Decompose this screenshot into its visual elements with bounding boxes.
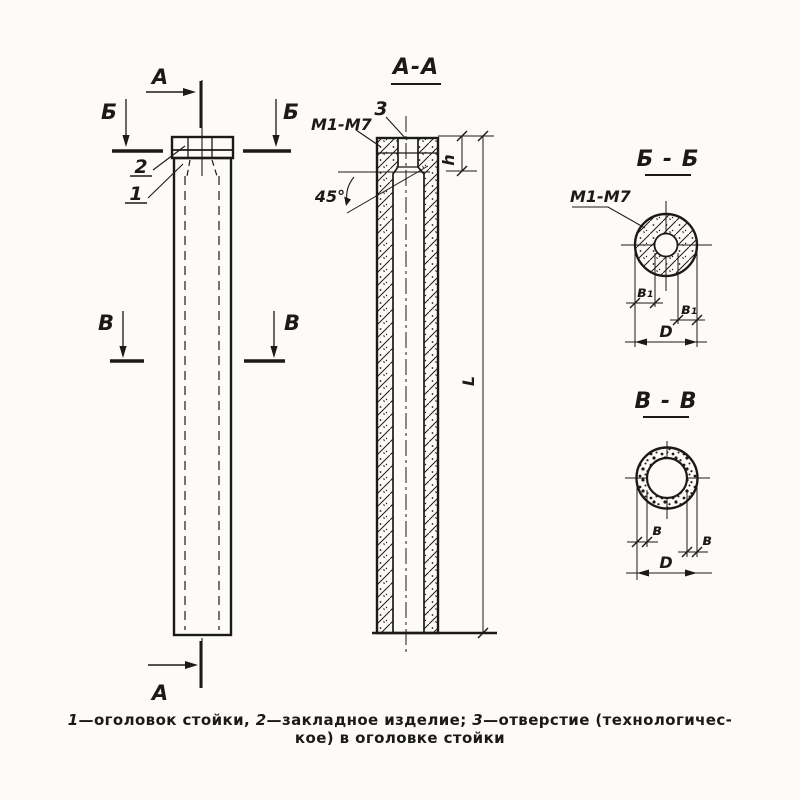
dim-b1-right bbox=[670, 300, 705, 325]
embed-label-aa-text: М1-М7 bbox=[311, 115, 372, 134]
marker-v-right-label: В bbox=[283, 311, 301, 335]
dim-d-bb-label: D bbox=[659, 322, 673, 341]
dim-b1-left bbox=[626, 283, 663, 308]
caption-item2-number: 2 bbox=[255, 711, 267, 729]
section-vv bbox=[625, 389, 712, 580]
caption-item3-text: —отверстие (технологичес- bbox=[483, 711, 733, 729]
dim-h-label: h bbox=[439, 154, 458, 166]
front-view bbox=[98, 65, 300, 705]
dim-d-vv-label: D bbox=[659, 553, 673, 572]
dim-b-left bbox=[627, 521, 662, 547]
section-vv-title bbox=[635, 389, 698, 417]
section-marker-v-cut bbox=[98, 311, 300, 361]
bb-center-hole bbox=[655, 234, 678, 257]
dim-d-vv bbox=[626, 553, 712, 577]
embed-label-bb bbox=[570, 187, 645, 228]
section-aa-title-label: А-А bbox=[392, 55, 440, 80]
dim-d-bb bbox=[625, 322, 707, 346]
vv-inner-circle bbox=[647, 458, 687, 498]
embed-label-aa bbox=[311, 115, 381, 147]
angle-45-label: 45° bbox=[314, 187, 346, 206]
caption-item1-number: 1 bbox=[67, 711, 79, 729]
callout-3 bbox=[374, 98, 407, 140]
marker-b-right-label: Б bbox=[282, 100, 300, 124]
marker-a-bottom-label: А bbox=[151, 681, 169, 705]
section-bb-title-label: Б - Б bbox=[636, 147, 700, 172]
dim-l bbox=[459, 131, 488, 638]
section-aa-title bbox=[391, 55, 441, 84]
marker-v-left-label: В bbox=[97, 311, 115, 335]
section-marker-a-top bbox=[146, 65, 201, 128]
angle-45-annotation bbox=[314, 166, 430, 213]
dim-h bbox=[438, 131, 494, 176]
figure-caption bbox=[55, 711, 745, 747]
dim-b1-left-label: в₁ bbox=[636, 283, 654, 301]
dim-b-left-label: в bbox=[652, 521, 662, 539]
section-aa bbox=[311, 55, 497, 654]
callout-2-label: 2 bbox=[134, 156, 148, 178]
caption-line-2: кое) в оголовке стойки bbox=[294, 729, 506, 747]
callout-3-label: 3 bbox=[374, 98, 388, 120]
embed-label-bb-text: М1-М7 bbox=[570, 187, 631, 206]
dim-l-label: L bbox=[459, 375, 478, 387]
caption-line-1 bbox=[55, 711, 745, 729]
marker-b-left-label: Б bbox=[100, 100, 118, 124]
section-bb bbox=[570, 147, 712, 347]
section-marker-a-bottom bbox=[148, 641, 201, 705]
caption-item3-number: 3 bbox=[472, 711, 484, 729]
callout-1-label: 1 bbox=[129, 183, 143, 205]
section-vv-title-label: В - В bbox=[634, 389, 698, 414]
caption-item1-text: —оголовок стойки, bbox=[78, 711, 256, 729]
dim-b-right-label: в bbox=[702, 531, 712, 549]
post-shaft bbox=[174, 158, 231, 635]
section-aa-body bbox=[377, 138, 438, 633]
marker-a-top-label: А bbox=[151, 65, 169, 89]
caption-item2-text: —закладное изделие; bbox=[266, 711, 473, 729]
dim-b-right bbox=[678, 531, 712, 557]
section-bb-title bbox=[637, 147, 700, 175]
dim-b1-right-label: в₁ bbox=[680, 300, 698, 318]
